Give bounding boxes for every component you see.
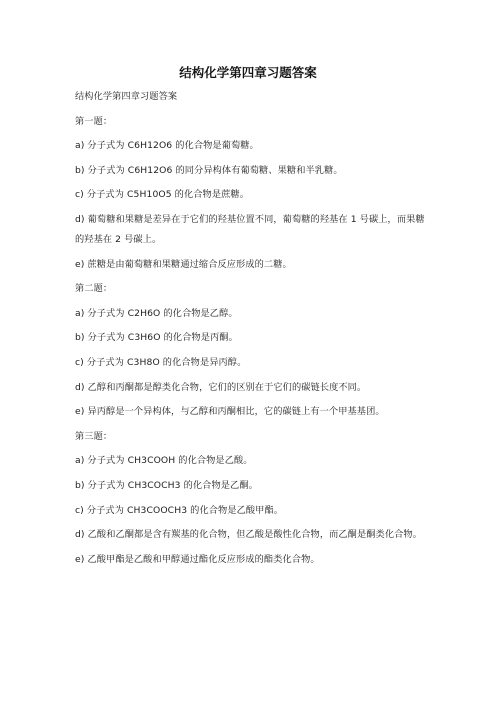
answer-1c: c) 分子式为 C5H10O5 的化合物是蔗糖。 xyxy=(75,189,249,201)
answer-2c: c) 分子式为 C3H8O 的化合物是异丙醇。 xyxy=(75,356,247,368)
answer-3e: e) 乙酸甲酯是乙酸和甲醇通过酯化反应形成的酯类化合物。 xyxy=(75,553,320,565)
document-body xyxy=(75,90,425,577)
question-3-heading: 第三题： xyxy=(75,430,113,442)
question-1-heading: 第一题： xyxy=(75,115,113,127)
answer-2b: b) 分子式为 C3H6O 的化合物是丙酮。 xyxy=(75,332,238,344)
question-2-heading: 第二题： xyxy=(75,283,113,295)
subtitle-paragraph: 结构化学第四章习题答案 xyxy=(75,91,178,102)
answer-2e: e) 异丙醇是一个异构体，与乙醇和丙酮相比，它的碳链上有一个甲基基团。 xyxy=(75,406,385,418)
answer-3b: b) 分子式为 CH3COCH3 的化合物是乙酮。 xyxy=(75,479,258,491)
answer-3c: c) 分子式为 CH3COOCH3 的化合物是乙酸甲酯。 xyxy=(75,504,284,516)
document-title: 结构化学第四章习题答案 xyxy=(179,65,317,80)
answer-2a: a) 分子式为 C2H6O 的化合物是乙醇。 xyxy=(75,307,238,319)
answer-1b: b) 分子式为 C6H12O6 的同分异构体有葡萄糖、果糖和半乳糖。 xyxy=(75,164,343,176)
answer-1a: a) 分子式为 C6H12O6 的化合物是葡萄糖。 xyxy=(75,140,259,152)
answer-3a: a) 分子式为 CH3COOH 的化合物是乙酸。 xyxy=(75,455,253,467)
answer-2d: d) 乙醇和丙酮都是醇类化合物，它们的区别在于它们的碳链长度不同。 xyxy=(75,381,367,393)
answer-1e: e) 蔗糖是由葡萄糖和果糖通过缩合反应形成的二糖。 xyxy=(75,258,292,270)
answer-1d: d) 葡萄糖和果糖是差异在于它们的羟基位置不同，葡萄糖的羟基在 1 号碳上，而果糖的羟基在 2 号碳上。 xyxy=(75,213,425,245)
answer-3d: d) 乙酸和乙酮都是含有羰基的化合物，但乙酸是酸性化合物，而乙酮是酮类化合物。 xyxy=(75,529,422,541)
